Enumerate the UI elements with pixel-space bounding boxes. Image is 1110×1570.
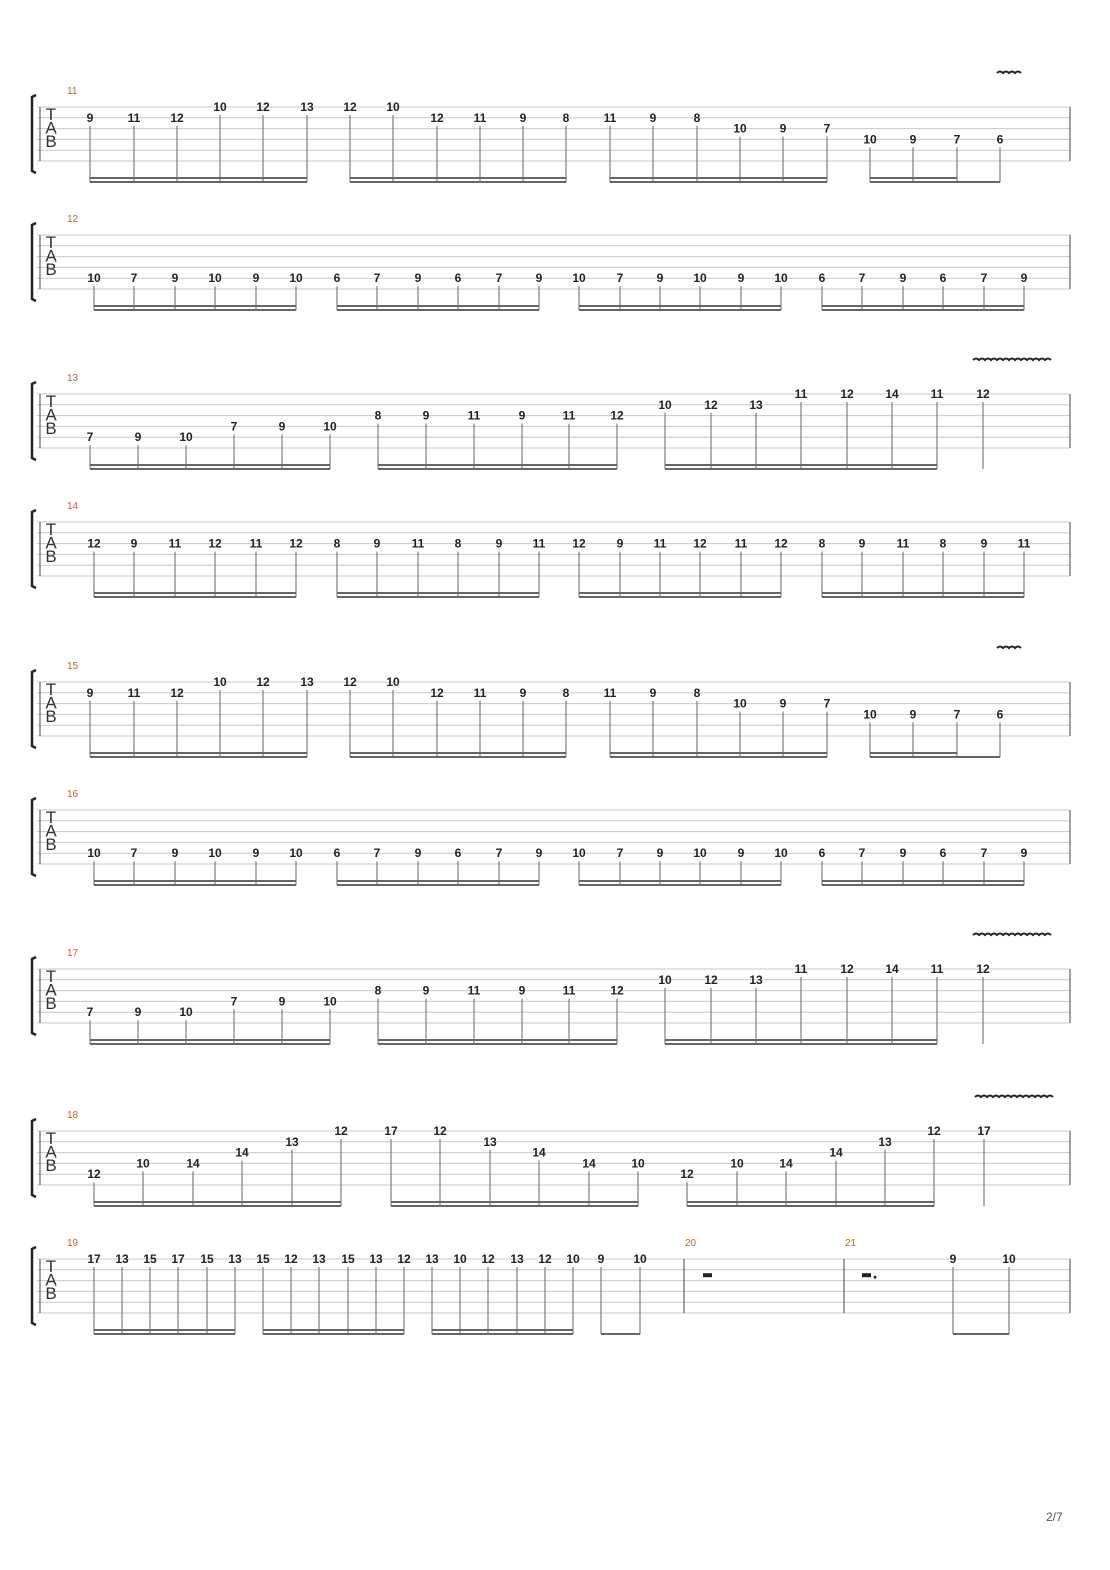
fret-number: 11	[734, 536, 748, 551]
fret-number: 11	[249, 536, 263, 551]
fret-number: 11	[411, 536, 425, 551]
fret-number: 7	[823, 121, 831, 136]
fret-number: 7	[823, 696, 831, 711]
fret-number: 11	[532, 536, 546, 551]
fret-number: 12	[430, 685, 444, 700]
measure-number: 12	[67, 214, 79, 225]
system-bracket	[32, 957, 36, 1035]
tab-clef-letter: A	[45, 246, 57, 266]
fret-number: 6	[454, 846, 462, 861]
tab-system	[32, 647, 1070, 758]
tab-clef-letter: B	[45, 260, 57, 279]
fret-number: 9	[171, 846, 179, 861]
fret-number: 9	[134, 1005, 142, 1020]
fret-number: 8	[562, 685, 570, 700]
fret-number: 10	[572, 271, 586, 286]
fret-number: 9	[737, 846, 745, 861]
fret-number: 15	[200, 1252, 214, 1266]
fret-number: 12	[693, 536, 707, 551]
fret-number: 10	[733, 696, 747, 711]
tab-system	[32, 214, 1070, 310]
fret-number: 14	[829, 1145, 843, 1160]
measure-number: 16	[67, 789, 79, 800]
fret-number: 12	[433, 1124, 447, 1138]
fret-number: 12	[284, 1252, 298, 1266]
fret-number: 14	[532, 1145, 546, 1160]
fret-number: 9	[1020, 271, 1028, 286]
measure-number: 11	[67, 86, 78, 97]
fret-number: 10	[289, 271, 303, 286]
tab-clef-letter: T	[45, 105, 57, 124]
fret-number: 12	[481, 1252, 495, 1266]
fret-number: 14	[885, 387, 899, 401]
fret-number: 17	[977, 1124, 991, 1138]
fret-number: 11	[794, 387, 808, 401]
fret-number: 13	[285, 1134, 299, 1149]
fret-number: 9	[656, 846, 664, 861]
fret-number: 15	[256, 1252, 270, 1266]
tab-clef-letter: B	[45, 132, 57, 151]
fret-number: 11	[467, 983, 481, 998]
fret-number: 13	[749, 397, 763, 412]
fret-number: 12	[610, 983, 624, 998]
fret-number: 10	[323, 419, 337, 434]
fret-number: 10	[566, 1252, 580, 1266]
fret-number: 12	[610, 408, 624, 423]
tab-clef-letter: A	[45, 980, 57, 1000]
fret-number: 8	[374, 408, 382, 423]
system-bracket	[32, 510, 36, 588]
fret-number: 13	[425, 1252, 439, 1266]
fret-number: 10	[633, 1252, 647, 1266]
fret-number: 11	[930, 387, 944, 401]
measure-number: 20	[685, 1238, 697, 1249]
fret-number: 10	[572, 846, 586, 861]
fret-number: 8	[333, 536, 341, 551]
fret-number: 9	[1020, 846, 1028, 861]
fret-number: 9	[518, 408, 526, 423]
fret-number: 6	[333, 271, 341, 286]
fret-number: 12	[976, 962, 990, 976]
measure-number: 19	[67, 1238, 79, 1249]
fret-number: 8	[374, 983, 382, 998]
rest-dot	[874, 1276, 877, 1279]
fret-number: 12	[538, 1252, 552, 1266]
fret-number: 7	[495, 271, 503, 286]
fret-number: 10	[774, 846, 788, 861]
fret-number: 12	[87, 1167, 101, 1182]
tab-clef-letter: B	[45, 1156, 57, 1175]
fret-number: 9	[519, 685, 527, 700]
fret-number: 6	[996, 707, 1004, 722]
tab-system	[32, 934, 1070, 1045]
tab-clef-letter: A	[45, 118, 57, 138]
tab-clef-letter: T	[45, 233, 57, 252]
fret-number: 10	[386, 100, 400, 114]
fret-number: 9	[495, 536, 503, 551]
vibrato-mark	[973, 359, 1051, 361]
fret-number: 10	[658, 397, 672, 412]
fret-number: 7	[616, 846, 624, 861]
tab-clef-letter: A	[45, 693, 57, 713]
fret-number: 10	[136, 1156, 150, 1171]
fret-number: 11	[603, 110, 617, 125]
fret-number: 8	[693, 685, 701, 700]
fret-number: 9	[649, 110, 657, 125]
fret-number: 11	[127, 110, 141, 125]
fret-number: 10	[733, 121, 747, 136]
fret-number: 8	[693, 110, 701, 125]
tab-clef-letter: T	[45, 520, 57, 539]
fret-number: 13	[369, 1252, 383, 1266]
fret-number: 17	[171, 1252, 185, 1266]
fret-number: 9	[737, 271, 745, 286]
measure-number: 17	[67, 948, 79, 959]
fret-number: 14	[779, 1156, 793, 1171]
fret-number: 9	[278, 994, 286, 1009]
measure-number: 21	[845, 1238, 857, 1249]
fret-number: 9	[519, 110, 527, 125]
fret-number: 7	[858, 846, 866, 861]
fret-number: 9	[373, 536, 381, 551]
fret-number: 9	[171, 271, 179, 286]
fret-number: 12	[927, 1124, 941, 1138]
fret-number: 12	[343, 100, 357, 114]
fret-number: 11	[794, 962, 808, 976]
fret-number: 9	[414, 271, 422, 286]
fret-number: 7	[373, 846, 381, 861]
fret-number: 10	[289, 846, 303, 861]
fret-number: 15	[341, 1252, 355, 1266]
fret-number: 14	[186, 1156, 200, 1171]
fret-number: 11	[168, 536, 182, 551]
tab-clef-letter: T	[45, 392, 57, 411]
fret-number: 12	[976, 387, 990, 401]
fret-number: 7	[980, 271, 988, 286]
fret-number: 9	[656, 271, 664, 286]
fret-number: 6	[818, 271, 826, 286]
vibrato-mark	[975, 1096, 1053, 1098]
fret-number: 13	[115, 1252, 129, 1266]
measure-number: 13	[67, 373, 79, 384]
fret-number: 12	[256, 100, 270, 114]
fret-number: 12	[840, 387, 854, 401]
tab-system	[32, 72, 1070, 183]
fret-number: 10	[631, 1156, 645, 1171]
fret-number: 9	[899, 271, 907, 286]
fret-number: 13	[312, 1252, 326, 1266]
fret-number: 10	[179, 1005, 193, 1020]
measure-number: 14	[67, 501, 79, 512]
fret-number: 10	[658, 972, 672, 987]
fret-number: 11	[127, 685, 141, 700]
fret-number: 13	[228, 1252, 242, 1266]
fret-number: 9	[909, 707, 917, 722]
dotted-half-rest	[862, 1273, 871, 1277]
tab-clef-letter: B	[45, 419, 57, 438]
tab-clef-letter: T	[45, 1257, 57, 1276]
tab-clef-letter: A	[45, 1270, 57, 1290]
fret-number: 13	[483, 1134, 497, 1149]
fret-number: 14	[885, 962, 899, 976]
fret-number: 6	[939, 846, 947, 861]
fret-number: 10	[386, 675, 400, 689]
fret-number: 15	[143, 1252, 157, 1266]
fret-number: 12	[704, 397, 718, 412]
fret-number: 9	[909, 132, 917, 147]
fret-number: 9	[949, 1252, 957, 1266]
fret-number: 12	[256, 675, 270, 689]
fret-number: 6	[996, 132, 1004, 147]
fret-number: 9	[86, 110, 94, 125]
fret-number: 8	[454, 536, 462, 551]
page-number: 2/7	[1046, 1510, 1063, 1524]
fret-number: 12	[840, 962, 854, 976]
fret-number: 12	[680, 1167, 694, 1182]
fret-number: 11	[473, 685, 487, 700]
fret-number: 9	[899, 846, 907, 861]
fret-number: 9	[414, 846, 422, 861]
fret-number: 7	[953, 132, 961, 147]
fret-number: 10	[1002, 1252, 1016, 1266]
measure-number: 15	[67, 661, 79, 672]
tab-system	[32, 1096, 1070, 1207]
fret-number: 14	[235, 1145, 249, 1160]
fret-number: 10	[863, 707, 877, 722]
fret-number: 12	[704, 972, 718, 987]
fret-number: 12	[208, 536, 222, 551]
fret-number: 9	[252, 271, 260, 286]
fret-number: 7	[130, 846, 138, 861]
system-bracket	[32, 382, 36, 460]
fret-number: 17	[384, 1124, 398, 1138]
fret-number: 9	[252, 846, 260, 861]
fret-number: 13	[878, 1134, 892, 1149]
fret-number: 12	[170, 685, 184, 700]
fret-number: 7	[86, 430, 94, 445]
system-bracket	[32, 95, 36, 173]
fret-number: 13	[749, 972, 763, 987]
fret-number: 10	[863, 132, 877, 147]
fret-number: 11	[467, 408, 481, 423]
fret-number: 10	[453, 1252, 467, 1266]
fret-number: 9	[278, 419, 286, 434]
fret-number: 11	[896, 536, 910, 551]
fret-number: 12	[289, 536, 303, 551]
fret-number: 10	[208, 271, 222, 286]
fret-number: 9	[616, 536, 624, 551]
tab-clef-letter: B	[45, 547, 57, 566]
fret-number: 10	[208, 846, 222, 861]
fret-number: 10	[87, 846, 101, 861]
tab-system	[32, 359, 1070, 470]
half-rest	[703, 1273, 712, 1277]
fret-number: 9	[535, 271, 543, 286]
tab-clef-letter: B	[45, 835, 57, 854]
fret-number: 9	[422, 983, 430, 998]
fret-number: 7	[858, 271, 866, 286]
fret-number: 12	[343, 675, 357, 689]
tab-clef-letter: A	[45, 1142, 57, 1162]
fret-number: 7	[953, 707, 961, 722]
tab-clef-letter: B	[45, 994, 57, 1013]
fret-number: 8	[818, 536, 826, 551]
fret-number: 12	[572, 536, 586, 551]
fret-number: 9	[779, 121, 787, 136]
fret-number: 10	[693, 271, 707, 286]
fret-number: 12	[87, 536, 101, 551]
tab-system	[32, 1238, 1070, 1334]
system-bracket	[32, 223, 36, 301]
fret-number: 12	[430, 110, 444, 125]
fret-number: 14	[582, 1156, 596, 1171]
fret-number: 7	[230, 419, 238, 434]
fret-number: 6	[818, 846, 826, 861]
fret-number: 8	[939, 536, 947, 551]
fret-number: 9	[134, 430, 142, 445]
tab-system	[32, 789, 1070, 885]
tab-clef-letter: T	[45, 808, 57, 827]
fret-number: 6	[939, 271, 947, 286]
fret-number: 13	[300, 100, 314, 114]
tab-clef-letter: A	[45, 533, 57, 553]
vibrato-mark	[997, 647, 1021, 649]
tab-clef-letter: T	[45, 680, 57, 699]
fret-number: 7	[373, 271, 381, 286]
tab-clef-letter: A	[45, 821, 57, 841]
fret-number: 7	[495, 846, 503, 861]
fret-number: 7	[230, 994, 238, 1009]
fret-number: 9	[535, 846, 543, 861]
fret-number: 7	[86, 1005, 94, 1020]
fret-number: 7	[616, 271, 624, 286]
fret-number: 11	[1017, 536, 1031, 551]
vibrato-mark	[997, 72, 1021, 74]
tab-clef-letter: A	[45, 405, 57, 425]
measure-number: 18	[67, 1110, 79, 1121]
fret-number: 10	[323, 994, 337, 1009]
fret-number: 9	[779, 696, 787, 711]
fret-number: 7	[980, 846, 988, 861]
fret-number: 8	[562, 110, 570, 125]
fret-number: 13	[510, 1252, 524, 1266]
fret-number: 9	[86, 685, 94, 700]
fret-number: 11	[473, 110, 487, 125]
fret-number: 12	[334, 1124, 348, 1138]
fret-number: 6	[454, 271, 462, 286]
fret-number: 10	[213, 100, 227, 114]
fret-number: 11	[562, 408, 576, 423]
fret-number: 9	[422, 408, 430, 423]
fret-number: 11	[930, 962, 944, 976]
fret-number: 12	[170, 110, 184, 125]
fret-number: 11	[603, 685, 617, 700]
fret-number: 10	[774, 271, 788, 286]
fret-number: 10	[213, 675, 227, 689]
tab-clef-letter: T	[45, 1129, 57, 1148]
fret-number: 9	[858, 536, 866, 551]
fret-number: 13	[300, 675, 314, 689]
fret-number: 9	[130, 536, 138, 551]
fret-number: 12	[397, 1252, 411, 1266]
system-bracket	[32, 1119, 36, 1197]
system-bracket	[32, 798, 36, 876]
tab-clef-letter: T	[45, 967, 57, 986]
fret-number: 9	[518, 983, 526, 998]
vibrato-mark	[973, 934, 1051, 936]
system-bracket	[32, 670, 36, 748]
fret-number: 7	[130, 271, 138, 286]
fret-number: 17	[87, 1252, 101, 1266]
fret-number: 10	[730, 1156, 744, 1171]
fret-number: 9	[649, 685, 657, 700]
fret-number: 11	[562, 983, 576, 998]
system-bracket	[32, 1247, 36, 1325]
fret-number: 11	[653, 536, 667, 551]
fret-number: 10	[693, 846, 707, 861]
fret-number: 12	[774, 536, 788, 551]
tab-clef-letter: B	[45, 1284, 57, 1303]
fret-number: 9	[980, 536, 988, 551]
tab-system	[32, 501, 1070, 597]
fret-number: 9	[597, 1252, 605, 1266]
fret-number: 10	[87, 271, 101, 286]
tab-clef-letter: B	[45, 707, 57, 726]
fret-number: 6	[333, 846, 341, 861]
fret-number: 10	[179, 430, 193, 445]
